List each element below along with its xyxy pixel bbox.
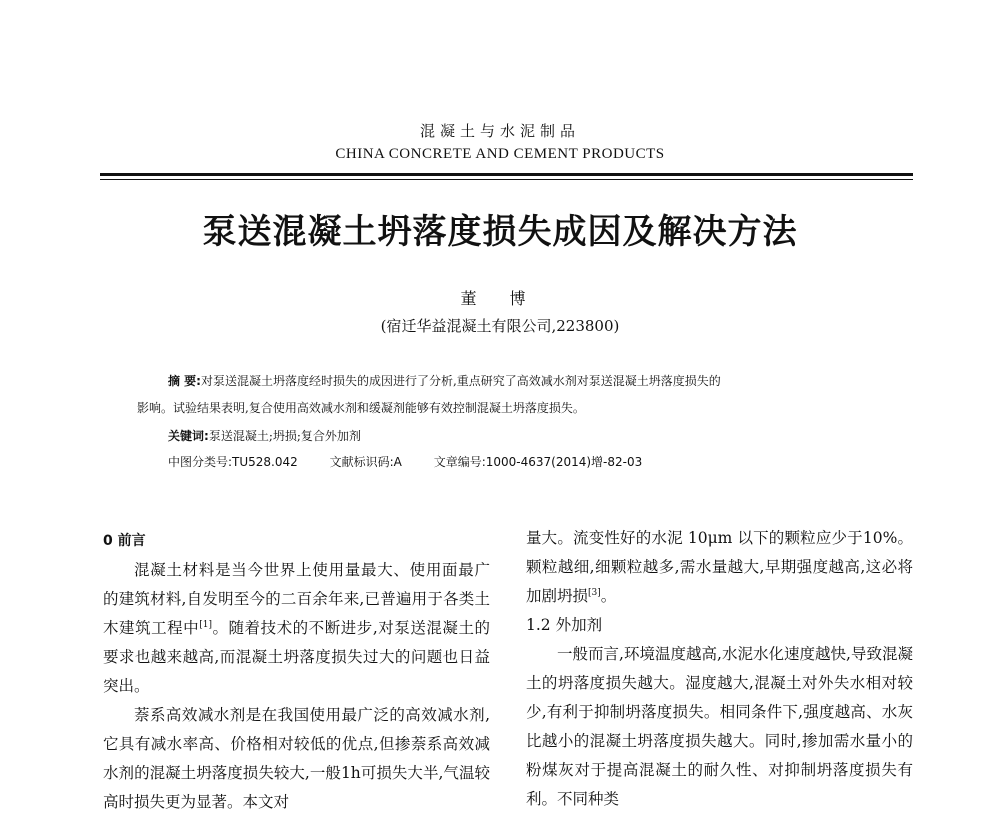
header-rule-thin	[100, 179, 913, 180]
document-code: 文献标识码:A	[329, 455, 402, 469]
abstract-text-1: 对泵送混凝土坍落度经时损失的成因进行了分析,重点研究了高效减水剂对泵送混凝土坍落度损失的	[200, 374, 721, 388]
citation-1: [1]	[199, 619, 212, 630]
abstract-line-1	[168, 371, 913, 391]
abstract-label: 摘 要:	[168, 374, 201, 388]
article-number: 文章编号:1000-4637(2014)增-82-03	[433, 455, 643, 469]
right-paragraph-1: 量大。流变性好的水泥 10μm 以下的颗粒应少于10%。颗粒越细,细颗粒越多,需水量越大,早期强度越高,这必将加剧坍损[3]。	[526, 529, 913, 605]
keywords-label: 关键词:	[168, 429, 209, 443]
intro-paragraph-2: 萘系高效减水剂是在我国使用最广泛的高效减水剂,它具有减水率高、价格相对较低的优点,但掺萘系高效减水剂的混凝土坍落度损失较大,一般1h可损失大半,气温较高时损失更为显著。本文对	[103, 706, 490, 811]
header-rule-thick	[100, 173, 913, 176]
journal-name-en: CHINA CONCRETE AND CEMENT PRODUCTS	[335, 146, 665, 162]
journal-name-cn: 混凝土与水泥制品	[419, 122, 580, 140]
clc-number: 中图分类号:TU528.042	[168, 455, 298, 469]
intro-paragraph-1: 混凝土材料是当今世界上使用量最大、使用面最广的建筑材料,自发明至今的二百余年来,已普遍用于各类土木建筑工程中[1]。随着技术的不断进步,对泵送混凝土的要求也越来越高,而混凝土坍落度损失过大的问题也日益突出。	[103, 561, 490, 695]
section-heading-intro: 0 前言	[103, 533, 146, 549]
article-title: 泵送混凝土坍落度损失成因及解决方法	[202, 212, 798, 252]
right-column	[526, 524, 913, 814]
section-heading-admixture: 1.2 外加剂	[526, 616, 603, 634]
author: 董 博	[460, 289, 540, 308]
keywords-text: 泵送混凝土;坍损;复合外加剂	[208, 429, 361, 443]
classification-line	[168, 452, 913, 472]
keywords	[168, 426, 361, 446]
left-column	[103, 527, 490, 817]
admixture-paragraph: 一般而言,环境温度越高,水泥水化速度越快,导致混凝土的坍落度损失越大。湿度越大,混凝土对外失水相对较少,有利于抑制坍落度损失。相同条件下,强度越高、水灰比越小的混凝土坍落度损失越大。同时,掺加需水量小的粉煤灰对于提高混凝土的耐久性、对抑制坍落度损失有利。不同种类	[526, 645, 913, 808]
affiliation: (宿迁华益混凝土有限公司,223800)	[380, 317, 620, 335]
citation-3: [3]	[588, 587, 601, 598]
abstract-line-2: 影响。试验结果表明,复合使用高效减水剂和缓凝剂能够有效控制混凝土坍落度损失。	[137, 401, 585, 415]
